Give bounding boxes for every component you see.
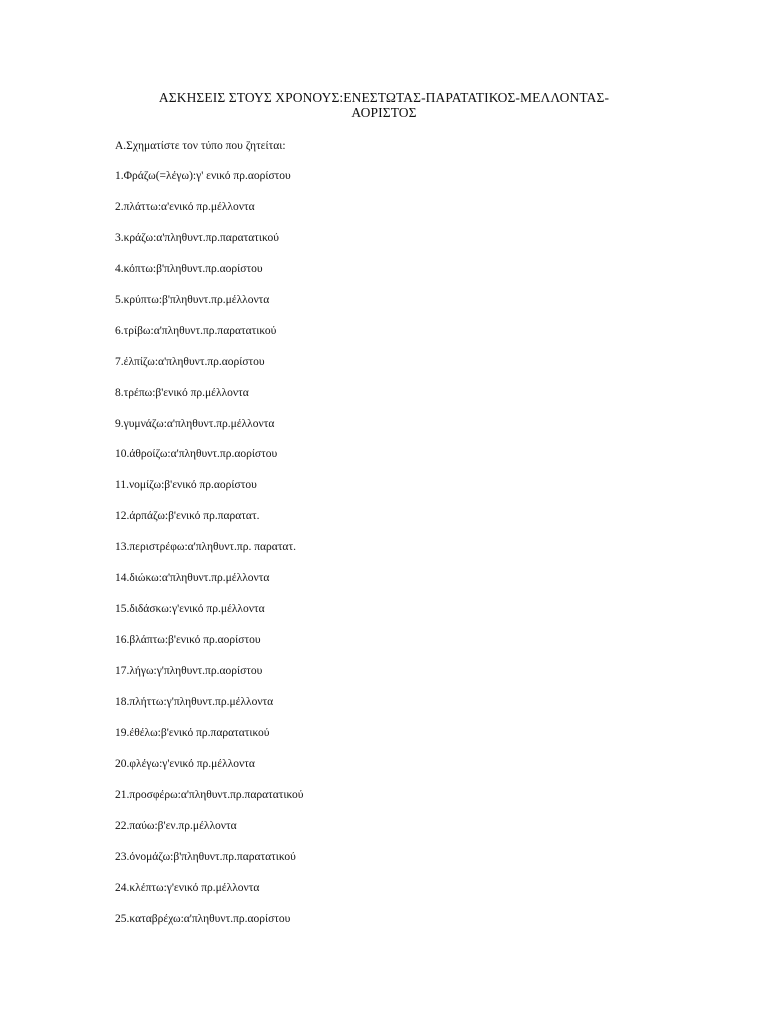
exercise-item: 10.άθροίζω:α'πληθυντ.πρ.αορίστου xyxy=(115,448,278,461)
exercise-item: 19.έθέλω:β'ενικό πρ.παρατατικού xyxy=(115,726,270,739)
exercise-item: 15.διδάσκω:γ'ενικό πρ.μέλλοντα xyxy=(115,603,265,616)
exercise-item: 18.πλήττω:γ'πληθυντ.πρ.μέλλοντα xyxy=(115,695,274,708)
page-title xyxy=(100,90,668,120)
exercise-item: 2.πλάττω:α'ενικό πρ.μέλλοντα xyxy=(115,200,255,213)
exercise-item: 1.Φράζω(=λέγω):γ' ενικό πρ.αορίστου xyxy=(115,170,291,182)
exercise-item: 9.γυμνάζω:α'πληθυντ.πρ.μέλλοντα xyxy=(115,417,275,430)
exercise-list xyxy=(115,169,304,942)
title-line-2: ΑΟΡΙΣΤΟΣ xyxy=(351,105,417,120)
exercise-item: 12.άρπάζω:β'ενικό πρ.παρατατ. xyxy=(115,510,260,523)
exercise-item: 24.κλέπτω:γ'ενικό πρ.μέλλοντα xyxy=(115,881,260,894)
exercise-item: 17.λήγω:γ'πληθυντ.πρ.αορίστου xyxy=(115,665,263,677)
exercise-item: 3.κράζω:α'πληθυντ.πρ.παρατατικού xyxy=(115,231,279,244)
exercise-item: 5.κρύπτω:β'πληθυντ.πρ.μέλλοντα xyxy=(115,293,270,306)
exercise-item: 14.διώκω:α'πληθυντ.πρ.μέλλοντα xyxy=(115,572,270,585)
exercise-item: 4.κόπτω:β'πληθυντ.πρ.αορίστου xyxy=(115,262,263,275)
exercise-item: 20.φλέγω:γ'ενικό πρ.μέλλοντα xyxy=(115,757,255,770)
exercise-item: 21.προσφέρω:α'πληθυντ.πρ.παρατατικού xyxy=(115,788,304,801)
exercise-item: 23.όνομάζω:β'πληθυντ.πρ.παρατατικού xyxy=(115,850,296,863)
exercise-item: 22.παύω:β'εν.πρ.μέλλοντα xyxy=(115,819,237,832)
exercise-item: 7.έλπίζω:α'πληθυντ.πρ.αορίστου xyxy=(115,355,265,368)
exercise-item: 16.βλάπτω:β'ενικό πρ.αορίστου xyxy=(115,634,261,647)
exercise-item: 13.περιστρέφω:α'πληθυντ.πρ. παρατατ. xyxy=(115,541,296,554)
exercise-item: 8.τρέπω:β'ενικό πρ.μέλλοντα xyxy=(115,386,249,399)
exercise-item: 6.τρίβω:α'πληθυντ.πρ.παρατατικού xyxy=(115,324,277,337)
exercise-instruction: Α.Σχηματίστε τον τύπο που ζητείται: xyxy=(115,140,286,152)
title-line-1: ΑΣΚΗΣΕΙΣ ΣΤΟΥΣ ΧΡΟΝΟΥΣ:ΕΝΕΣΤΩΤΑΣ-ΠΑΡΑΤΑΤΙΚΟΣ-ΜΕΛΛΟΝΤΑΣ- xyxy=(158,90,610,105)
exercise-item: 11.νομίζω:β'ενικό πρ.αορίστου xyxy=(115,479,257,492)
exercise-item: 25.καταβρέχω:α'πληθυντ.πρ.αορίστου xyxy=(115,912,291,925)
